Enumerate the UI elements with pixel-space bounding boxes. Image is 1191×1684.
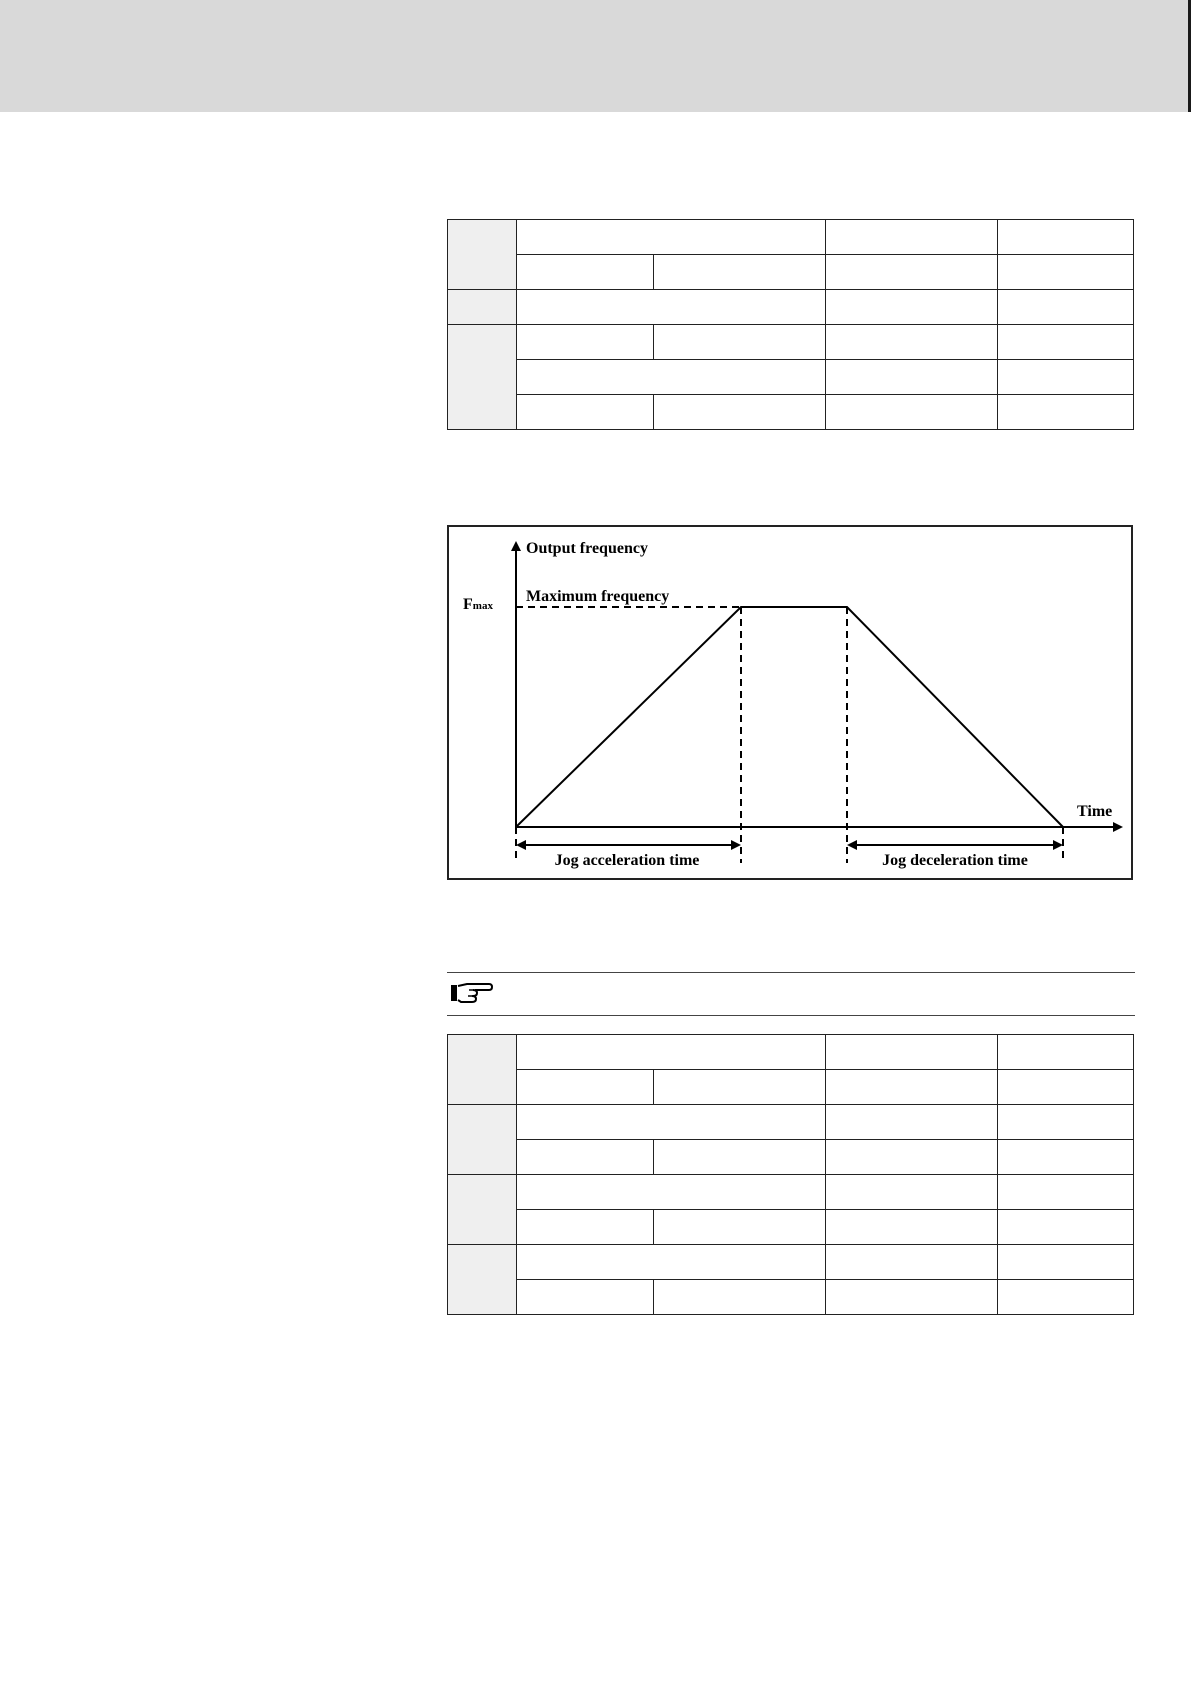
function-code-cell — [448, 290, 517, 325]
table-cell — [517, 290, 826, 325]
table-row — [448, 220, 1134, 255]
table-cell — [654, 255, 826, 290]
table-cell — [654, 1210, 826, 1245]
fmax-letter: F — [463, 596, 473, 613]
function-code-cell — [448, 1035, 517, 1105]
table-cell — [654, 325, 826, 360]
table-cell — [998, 290, 1134, 325]
table-cell — [998, 1280, 1134, 1315]
function-code-cell — [448, 1105, 517, 1175]
table-cell — [517, 1105, 826, 1140]
table-cell — [998, 255, 1134, 290]
pointing-hand-icon — [449, 981, 493, 1010]
table-cell — [654, 1070, 826, 1105]
table-cell — [998, 360, 1134, 395]
table-cell — [826, 1070, 998, 1105]
parameter-table-1 — [447, 219, 1134, 430]
table-cell — [517, 1210, 654, 1245]
table-row — [448, 290, 1134, 325]
table-cell — [517, 1245, 826, 1280]
table-cell — [998, 1105, 1134, 1140]
table-cell — [517, 395, 654, 430]
table-cell — [826, 395, 998, 430]
table-cell — [998, 1175, 1134, 1210]
table-cell — [517, 1070, 654, 1105]
table-cell — [826, 290, 998, 325]
table-cell — [517, 360, 826, 395]
note-bar — [447, 972, 1135, 1016]
table-cell — [517, 325, 654, 360]
function-code-cell — [448, 325, 517, 430]
table-cell — [517, 255, 654, 290]
table-cell — [826, 255, 998, 290]
table-cell — [826, 1105, 998, 1140]
frequency-profile — [516, 607, 1063, 827]
parameter-table-2 — [447, 1034, 1134, 1315]
function-code-cell — [448, 1175, 517, 1245]
table-row — [448, 1070, 1134, 1105]
acceleration-time-label: Jog acceleration time — [554, 852, 700, 869]
table-row — [448, 1105, 1134, 1140]
table-row — [448, 1245, 1134, 1280]
max-frequency-label: Maximum frequency — [526, 588, 670, 605]
table-cell — [654, 395, 826, 430]
table-cell — [826, 1035, 998, 1070]
function-code-cell — [448, 1245, 517, 1315]
page-header-band — [0, 0, 1191, 112]
table-cell — [517, 1175, 826, 1210]
table-cell — [826, 220, 998, 255]
table-cell — [998, 325, 1134, 360]
deceleration-time-label: Jog deceleration time — [882, 852, 1028, 869]
jog-timing-svg — [449, 527, 1135, 882]
table-row — [448, 395, 1134, 430]
table-cell — [826, 360, 998, 395]
table-cell — [998, 1035, 1134, 1070]
table-cell — [517, 1035, 826, 1070]
table-cell — [998, 1140, 1134, 1175]
table-cell — [998, 1210, 1134, 1245]
table-row — [448, 1035, 1134, 1070]
table-cell — [826, 1140, 998, 1175]
table-row — [448, 1175, 1134, 1210]
table-cell — [826, 1210, 998, 1245]
table-cell — [517, 1280, 654, 1315]
y-axis-label: Output frequency — [526, 540, 648, 557]
table-cell — [826, 1245, 998, 1280]
table-cell — [998, 1245, 1134, 1280]
table-cell — [517, 220, 826, 255]
table-cell — [998, 395, 1134, 430]
jog-timing-diagram — [447, 525, 1133, 880]
table-row — [448, 255, 1134, 290]
table-cell — [826, 1175, 998, 1210]
table-row — [448, 1280, 1134, 1315]
table-cell — [826, 325, 998, 360]
table-row — [448, 1140, 1134, 1175]
table-row — [448, 360, 1134, 395]
table-row — [448, 1210, 1134, 1245]
function-code-cell — [448, 220, 517, 290]
table-cell — [998, 220, 1134, 255]
table-cell — [826, 1280, 998, 1315]
table-cell — [654, 1140, 826, 1175]
x-axis-label: Time — [1077, 803, 1113, 820]
table-cell — [654, 1280, 826, 1315]
table-cell — [998, 1070, 1134, 1105]
fmax-label — [463, 596, 493, 613]
fmax-subscript: max — [472, 600, 493, 612]
table-cell — [517, 1140, 654, 1175]
table-row — [448, 325, 1134, 360]
